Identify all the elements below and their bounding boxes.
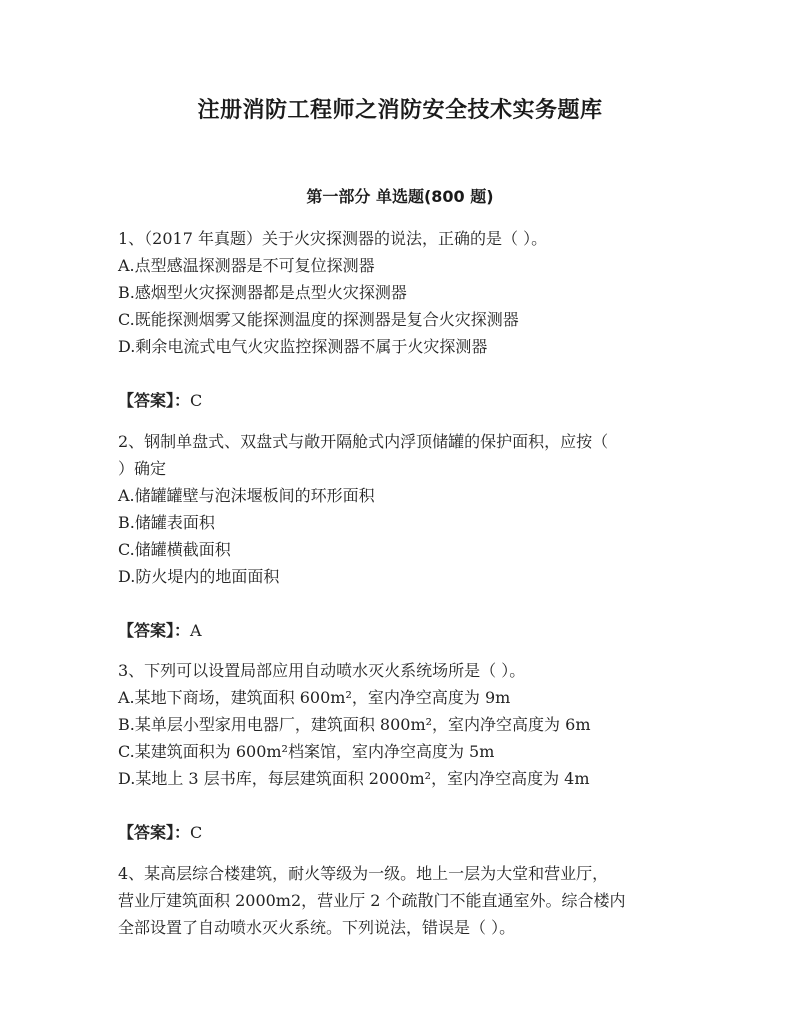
answer-value: A xyxy=(190,621,202,640)
question-2-option-b: B.储罐表面积 xyxy=(118,513,215,532)
question-1-stem: 1、（2017 年真题）关于火灾探测器的说法，正确的是（ ）。 xyxy=(118,229,548,248)
question-2-option-a: A.储罐罐壁与泡沫堰板间的环形面积 xyxy=(118,486,375,505)
question-2-option-c: C.储罐横截面积 xyxy=(118,540,231,559)
question-4-stem-line-3: 全部设置了自动喷水灭火系统。下列说法，错误是（ ）。 xyxy=(118,918,516,937)
answer-label: 【答案】： xyxy=(118,621,191,640)
question-4-stem-line-2: 营业厅建筑面积 2000m2，营业厅 2 个疏散门不能直通室外。综合楼内 xyxy=(118,891,626,910)
question-3-option-b: B.某单层小型家用电器厂，建筑面积 800m²，室内净空高度为 6m xyxy=(118,715,591,734)
question-2-stem-line-2: ）确定 xyxy=(118,459,167,478)
question-3-answer xyxy=(118,823,202,843)
question-3-option-d: D.某地上 3 层书库，每层建筑面积 2000m²，室内净空高度为 4m xyxy=(118,769,590,788)
question-2-option-d: D.防火堤内的地面面积 xyxy=(118,567,280,586)
question-1-option-d: D.剩余电流式电气火灾监控探测器不属于火灾探测器 xyxy=(118,337,488,356)
question-3-option-c: C.某建筑面积为 600m²档案馆，室内净空高度为 5m xyxy=(118,742,495,761)
question-2-answer xyxy=(118,621,202,641)
section-title: 第一部分 单选题(800 题) xyxy=(306,187,494,206)
question-3-stem: 3、下列可以设置局部应用自动喷水灭火系统场所是（ ）。 xyxy=(118,661,526,680)
document-title: 注册消防工程师之消防安全技术实务题库 xyxy=(197,98,603,123)
question-3-option-a: A.某地下商场，建筑面积 600m²，室内净空高度为 9m xyxy=(118,688,511,707)
answer-value: C xyxy=(190,391,203,410)
answer-label: 【答案】： xyxy=(118,823,191,842)
question-1-option-b: B.感烟型火灾探测器都是点型火灾探测器 xyxy=(118,283,407,302)
answer-value: C xyxy=(190,823,203,842)
question-2-stem-line-1: 2、钢制单盘式、双盘式与敞开隔舱式内浮顶储罐的保护面积，应按（ xyxy=(118,432,609,451)
question-1-option-c: C.既能探测烟雾又能探测温度的探测器是复合火灾探测器 xyxy=(118,310,519,329)
question-1-option-a: A.点型感温探测器是不可复位探测器 xyxy=(118,256,375,275)
question-4-stem-line-1: 4、某高层综合楼建筑，耐火等级为一级。地上一层为大堂和营业厅， xyxy=(118,864,609,883)
question-1-answer xyxy=(118,391,202,411)
answer-label: 【答案】： xyxy=(118,391,191,410)
